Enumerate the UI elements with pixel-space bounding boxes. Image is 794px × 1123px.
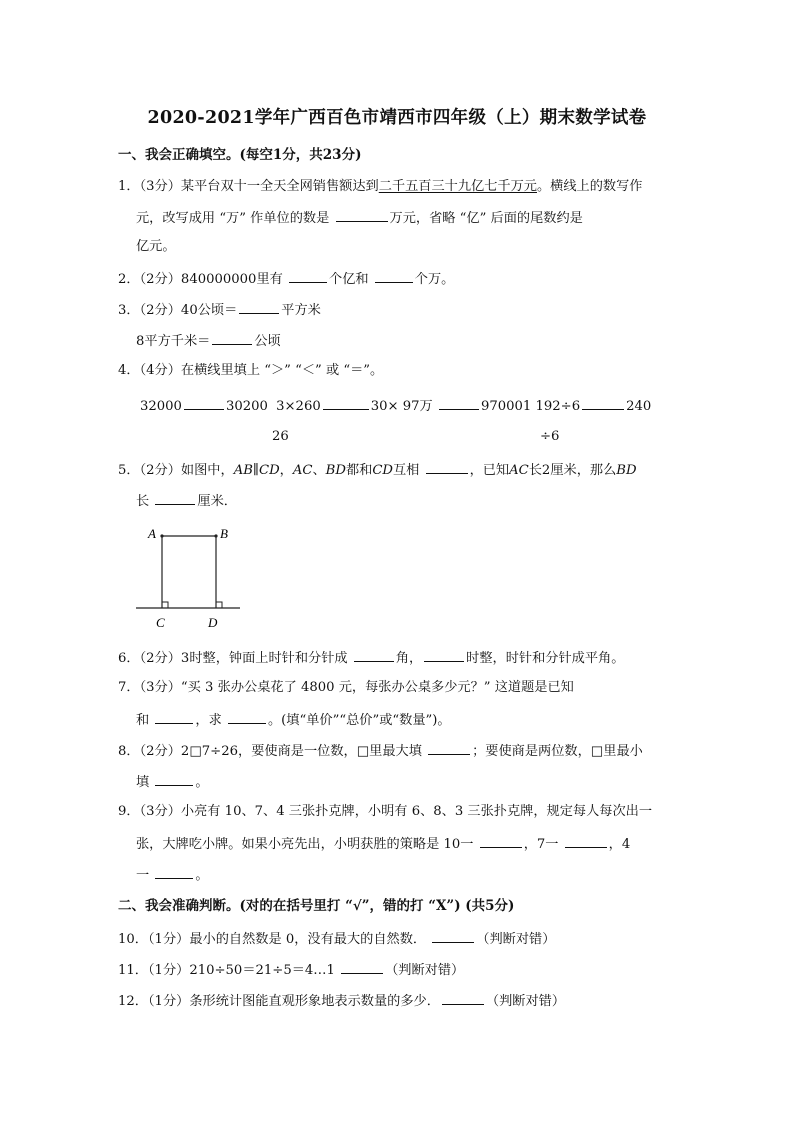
question-1-line-2: [136, 208, 583, 228]
answer-blank[interactable]: [375, 269, 413, 283]
q10-text-a: 10．（1分）最小的自然数是 0，没有最大的自然数．: [118, 932, 427, 947]
q5-bd-2: BD: [616, 463, 637, 478]
q9-text-d: 一: [136, 868, 150, 883]
answer-blank[interactable]: [184, 396, 224, 410]
answer-blank[interactable]: [212, 331, 252, 345]
q1-text-a: 1．（3分）某平台双十一全天全网销售额达到: [118, 179, 379, 194]
answer-blank[interactable]: [582, 396, 624, 410]
label-d: D: [208, 615, 218, 630]
q5-text-f: ，已知: [469, 463, 510, 478]
question-8-line-2: [136, 772, 209, 792]
q7-text-d: 。(填“单价”“总价”或“数量”)。: [267, 713, 451, 728]
section-2-heading: 二、我会准确判断。(对的在括号里打 “√”，错的打 “X”) (共5分): [118, 898, 515, 914]
q5-text-b: ，: [279, 463, 293, 478]
question-7-line-2: [136, 710, 451, 730]
q4-expr-1b: 30200: [225, 399, 268, 414]
q5-text-d: 都和: [345, 463, 373, 478]
answer-blank[interactable]: [155, 710, 193, 724]
parallel-lines-figure: [136, 520, 240, 632]
answer-blank[interactable]: [442, 991, 484, 1005]
question-5-line-1: [118, 460, 637, 480]
q3-text-a: 3．（2分）40公顷＝: [118, 303, 238, 318]
answer-blank[interactable]: [155, 491, 195, 505]
q1-underlined-number: 二千五百三十九亿七千万元: [378, 179, 537, 194]
answer-blank[interactable]: [239, 300, 279, 314]
q5-cd: CD: [372, 463, 393, 478]
q9-text-c: ，4: [608, 837, 631, 852]
q4-expr-3b: 970001: [480, 399, 532, 414]
q7-text-b: 和: [136, 713, 150, 728]
question-3-line-2: [136, 331, 281, 351]
page-title: 2020-2021学年广西百色市靖西市四年级（上）期末数学试卷: [147, 108, 647, 128]
q5-text-g: 长2厘米，那么: [528, 463, 617, 478]
q5-ac: AC: [292, 463, 313, 478]
q2-text-a: 2．（2分）840000000里有: [118, 272, 283, 287]
section-1-heading: 一、我会正确填空。(每空1分，共23分): [118, 147, 362, 163]
question-9-line-1: 9．（3分）小亮有 10、7、4 三张扑克牌，小明有 6、8、3 三张扑克牌，规定每人每次出一: [118, 804, 653, 819]
answer-blank[interactable]: [336, 208, 388, 222]
q4-expr-4b: 240: [626, 399, 652, 414]
q8-text-b: ；要使商是两位数，□里最小: [472, 744, 643, 759]
answer-blank[interactable]: [323, 396, 369, 410]
label-c: C: [156, 615, 165, 630]
answer-blank[interactable]: [565, 834, 607, 848]
question-11: [118, 960, 464, 980]
q5-bd: BD: [325, 463, 346, 478]
question-6: [118, 648, 624, 668]
answer-blank[interactable]: [480, 834, 522, 848]
question-3-line-1: [118, 300, 321, 320]
question-4-stem: 4．（4分）在横线里填上 “＞” “＜” 或 “＝”。: [118, 363, 384, 378]
q8-text-a: 8．（2分）2□7÷26，要使商是一位数，□里最大填: [118, 744, 422, 759]
right-angle-mark-d: [216, 602, 222, 608]
answer-blank[interactable]: [155, 772, 193, 786]
q9-text-a: 张，大牌吃小牌。如果小亮先出，小明获胜的策略是 10一: [136, 837, 474, 852]
label-a: A: [148, 526, 156, 541]
q6-text-b: 角，: [395, 651, 423, 666]
question-12: [118, 991, 565, 1011]
q1-text-c: 元，改写成用 “万” 作单位的数是: [136, 211, 330, 226]
q11-text-b: （判断对错）: [385, 963, 465, 978]
point-a: [160, 534, 163, 537]
answer-blank[interactable]: [426, 460, 468, 474]
q5-text-i: 厘米．: [197, 494, 237, 509]
answer-blank[interactable]: [439, 396, 479, 410]
q9-text-b: ，7一: [523, 837, 559, 852]
q12-text-a: 12．（1分）条形统计图能直观形象地表示数量的多少．: [118, 994, 440, 1009]
q5-ac-2: AC: [509, 463, 529, 478]
question-5-line-2: [136, 491, 237, 511]
answer-blank[interactable]: [341, 960, 383, 974]
answer-blank[interactable]: [228, 710, 266, 724]
q3-text-c: 8平方千米＝: [136, 334, 211, 349]
question-4-comparisons: [140, 396, 651, 416]
q5-text-h: 长: [136, 494, 150, 509]
question-2: [118, 269, 454, 289]
answer-blank[interactable]: [155, 865, 193, 879]
question-1-line-3: 亿元。: [136, 239, 176, 254]
q5-text-e: 互相: [392, 463, 420, 478]
q11-text-a: 11．（1分）210÷50＝21÷5＝4…1: [118, 963, 335, 978]
q6-text-c: 时整，时针和分针成平角。: [466, 651, 625, 666]
q10-text-b: （判断对错）: [476, 932, 556, 947]
q3-text-b: 平方米: [281, 303, 321, 318]
answer-blank[interactable]: [289, 269, 327, 283]
question-9-line-2: [136, 834, 630, 854]
q9-text-e: 。: [195, 868, 209, 883]
q4-expr-2b: 30× 97万: [370, 399, 433, 414]
q5-parallel: AB∥CD: [233, 463, 280, 478]
q4-wrap-26: 26: [272, 429, 289, 444]
q4-expr-1a: 32000: [140, 399, 182, 414]
q1-text-b: 。横线上的数写作: [537, 179, 643, 194]
point-b: [214, 534, 217, 537]
answer-blank[interactable]: [424, 648, 464, 662]
q5-text-a: 5．（2分）如图中，: [118, 463, 234, 478]
q7-text-c: ，求: [195, 713, 222, 728]
q2-text-b: 个亿和: [329, 272, 369, 287]
question-10: [118, 929, 555, 949]
q4-wrap-div6: ÷6: [540, 429, 560, 444]
q3-text-d: 公顷: [254, 334, 281, 349]
q12-text-b: （判断对错）: [485, 994, 566, 1009]
q1-text-d: 万元，省略 “亿” 后面的尾数约是: [389, 211, 583, 226]
question-1-line-1: [118, 178, 643, 196]
answer-blank[interactable]: [428, 741, 470, 755]
answer-blank[interactable]: [432, 929, 474, 943]
q5-text-c: 、: [312, 463, 326, 478]
q4-expr-2a: 3×260: [276, 399, 321, 414]
q6-text-a: 6．（2分）3时整，钟面上时针和分针成: [118, 651, 348, 666]
q2-text-c: 个万。: [414, 272, 455, 287]
answer-blank[interactable]: [354, 648, 394, 662]
question-9-line-3: [136, 865, 209, 885]
question-7-line-1: 7．（3分）“买 3 张办公桌花了 4800 元，每张办公桌多少元？” 这道题是已知: [118, 680, 574, 695]
label-b: B: [220, 526, 228, 541]
q8-text-d: 。: [195, 775, 209, 790]
q8-text-c: 填: [136, 775, 150, 790]
question-8-line-1: [118, 741, 643, 761]
right-angle-mark-c: [162, 602, 168, 608]
q4-expr-4a: 192÷6: [535, 399, 581, 414]
